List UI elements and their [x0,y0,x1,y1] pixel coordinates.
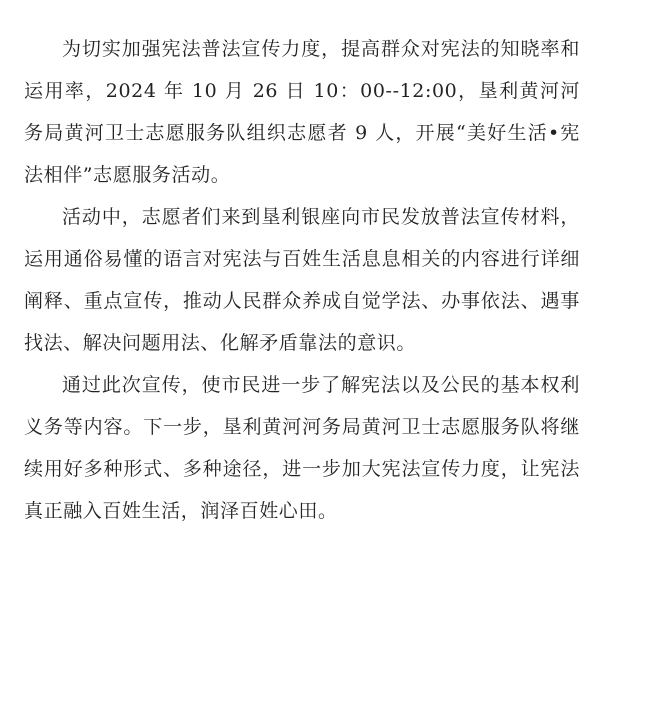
paragraph-3: 通过此次宣传，使市民进一步了解宪法以及公民的基本权利义务等内容。下一步，垦利黄河河务局黄河卫士志愿服务队将继续用好多种形式、多种途径，进一步加大宪法宣传力度，让宪法真正融入百姓生活，润泽百姓心田。 [24,374,580,522]
paragraph-1: 为切实加强宪法普法宣传力度，提高群众对宪法的知晓率和运用率，2024 年 10 月 26 日 10：00--12:00，垦利黄河河务局黄河卫士志愿服务队组织志愿者 9 人，开展“美好生活•宪法相伴”志愿服务活动。 [24,38,580,186]
paragraph-2: 活动中，志愿者们来到垦利银座向市民发放普法宣传材料，运用通俗易懂的语言对宪法与百姓生活息息相关的内容进行详细阐释、重点宣传，推动人民群众养成自觉学法、办事依法、遇事找法、解决问题用法、化解矛盾靠法的意识。 [24,206,580,354]
article-body [24,28,580,532]
